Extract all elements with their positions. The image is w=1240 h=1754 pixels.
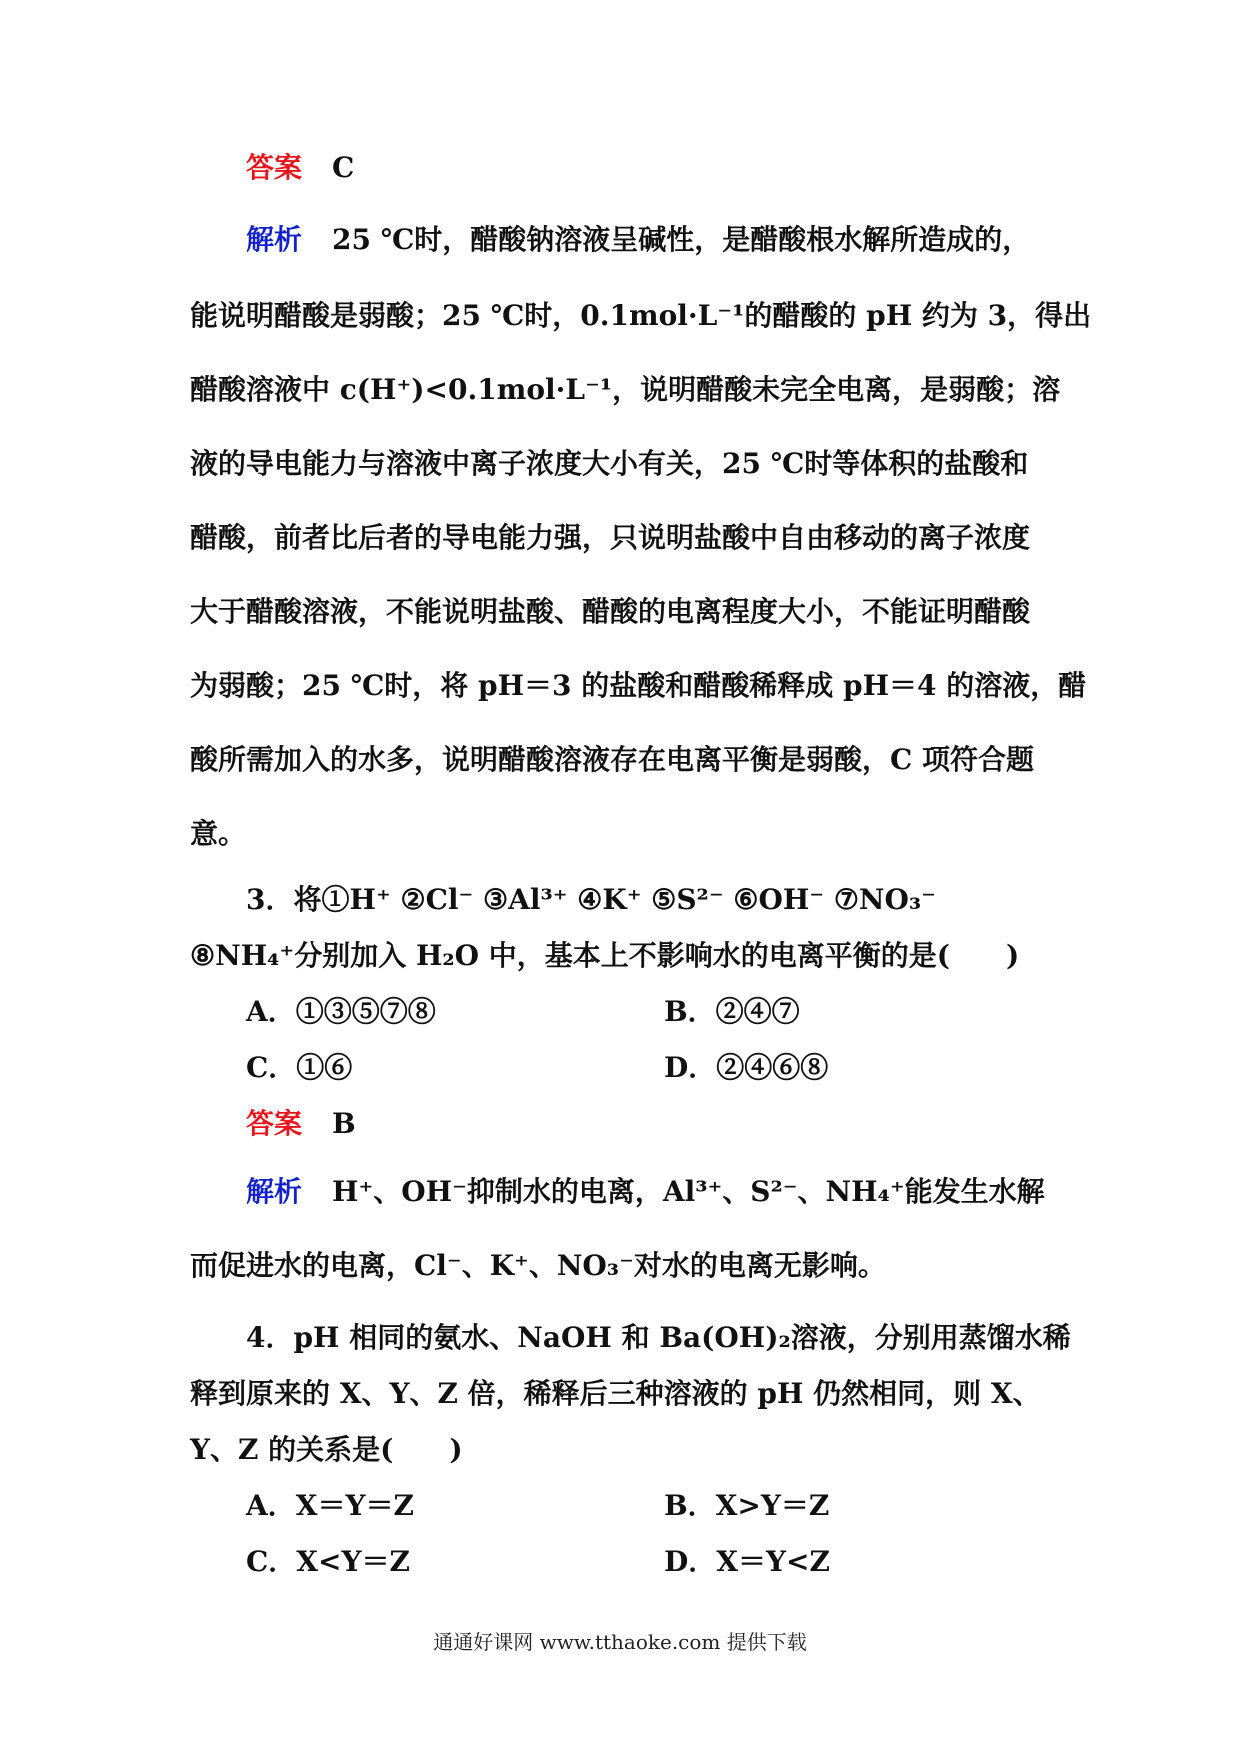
question-4-stem: Y、Z 的关系是( ) <box>190 1433 463 1466</box>
explanation-line: 而促进水的电离，Cl⁻、K⁺、NO₃⁻对水的电离无影响。 <box>190 1249 886 1282</box>
explanation-line: 醋酸，前者比后者的导电能力强，只说明盐酸中自由移动的离子浓度 <box>190 521 1031 554</box>
option-c: C．①⑥ <box>246 1051 353 1084</box>
page-footer: 通通好课网 www.tthaoke.com 提供下载 <box>433 1630 807 1654</box>
option-c: C．X<Y＝Z <box>246 1545 410 1578</box>
explanation-line: 醋酸溶液中 c(H⁺)<0.1mol·L⁻¹，说明醋酸未完全电离，是弱酸；溶 <box>190 373 1061 406</box>
explanation-line: 大于醋酸溶液，不能说明盐酸、醋酸的电离程度大小，不能证明醋酸 <box>190 595 1031 628</box>
question-4-stem: 释到原来的 X、Y、Z 倍，稀释后三种溶液的 pH 仍然相同，则 X、 <box>190 1377 1041 1410</box>
answer-line-1 <box>246 148 354 188</box>
explanation-label: 解析 <box>246 223 303 256</box>
question-3-stem: ⑧NH₄⁺分别加入 H₂O 中，基本上不影响水的电离平衡的是( ) <box>190 939 1020 972</box>
explanation-line: 意。 <box>190 817 247 850</box>
explanation-label: 解析 <box>246 1175 303 1208</box>
option-d: D．X＝Y<Z <box>664 1545 830 1578</box>
answer-value: B <box>332 1107 356 1140</box>
question-4-stem: 4．pH 相同的氨水、NaOH 和 Ba(OH)₂溶液，分别用蒸馏水稀 <box>246 1321 1071 1354</box>
option-a: A．X＝Y＝Z <box>246 1489 414 1522</box>
explanation-line: 酸所需加入的水多，说明醋酸溶液存在电离平衡是弱酸，C 项符合题 <box>190 743 1035 776</box>
answer-line-2 <box>246 1104 356 1144</box>
explanation-text: 25 ℃时，醋酸钠溶液呈碱性，是醋酸根水解所造成的， <box>332 223 1031 256</box>
answer-label: 答案 <box>246 151 303 184</box>
explanation-line: 液的导电能力与溶液中离子浓度大小有关，25 ℃时等体积的盐酸和 <box>190 447 1029 480</box>
option-a: A．①③⑤⑦⑧ <box>246 995 436 1028</box>
answer-label: 答案 <box>246 1107 303 1140</box>
explanation-text: H⁺、OH⁻抑制水的电离，Al³⁺、S²⁻、NH₄⁺能发生水解 <box>332 1175 1045 1208</box>
question-3-stem: 3．将①H⁺ ②Cl⁻ ③Al³⁺ ④K⁺ ⑤S²⁻ ⑥OH⁻ ⑦NO₃⁻ <box>246 883 936 916</box>
option-d: D．②④⑥⑧ <box>664 1051 829 1084</box>
explanation-line <box>246 1172 1045 1212</box>
explanation-line: 为弱酸；25 ℃时，将 pH＝3 的盐酸和醋酸稀释成 pH＝4 的溶液，醋 <box>190 669 1087 702</box>
explanation-line <box>246 220 1030 260</box>
answer-value: C <box>332 151 355 184</box>
explanation-line: 能说明醋酸是弱酸；25 ℃时，0.1mol·L⁻¹的醋酸的 pH 约为 3，得出 <box>190 299 1092 332</box>
option-b: B．X>Y＝Z <box>664 1489 830 1522</box>
option-b: B．②④⑦ <box>664 995 800 1028</box>
